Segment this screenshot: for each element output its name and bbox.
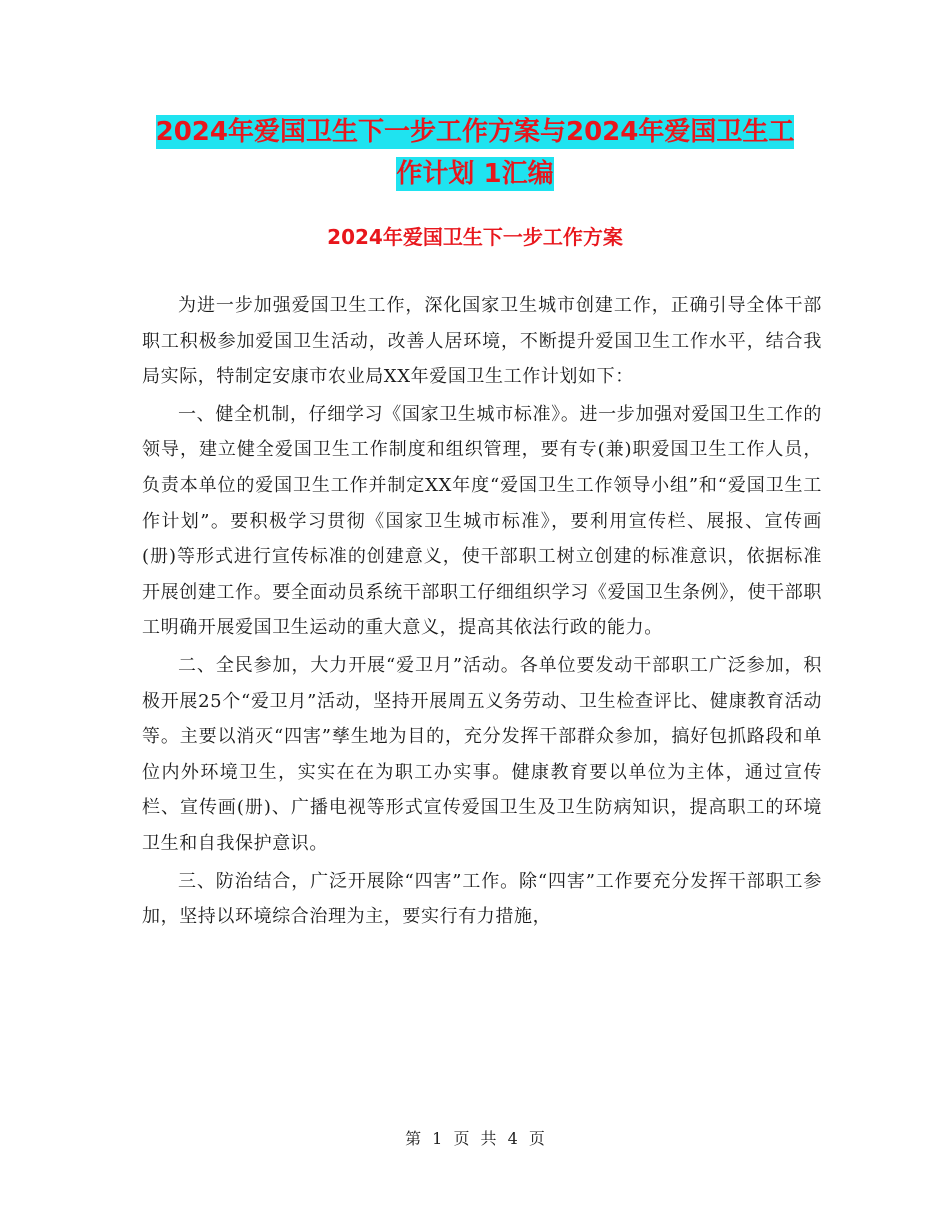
paragraph-item-1: 一、健全机制，仔细学习《国家卫生城市标准》。进一步加强对爱国卫生工作的领导，建立健全爱国卫生工作制度和组织管理，要有专(兼)职爱国卫生工作人员，负责本单位的爱国卫生工作并制定XX年度“爱国卫生工作领导小组”和“爱国卫生工作计划”。要积极学习贯彻《国家卫生城市标准》，要利用宣传栏、展报、宣传画(册)等形式进行宣传标准的创建意义，使干部职工树立创建的标准意识，依据标准开展创建工作。要全面动员系统干部职工仔细组织学习《爱国卫生条例》，使干部职工明确开展爱国卫生运动的重大意义，提高其依法行政的能力。 [142, 403, 822, 639]
document-title-line-1 [0, 110, 950, 154]
paragraph-item-2: 二、全民参加，大力开展“爱卫月”活动。各单位要发动干部职工广泛参加，积极开展25个“爱卫月”活动，坚持开展周五义务劳动、卫生检查评比、健康教育活动等。主要以消灭“四害”孳生地为目的，充分发挥干部群众参加，搞好包抓路段和单位内外环境卫生，实实在在为职工办实事。健康教育要以单位为主体，通过宣传栏、宣传画(册)、广播电视等形式宣传爱国卫生及卫生防病知识，提高职工的环境卫生和自我保护意识。 [142, 654, 822, 854]
document-title-line-2 [0, 152, 950, 196]
section-title: 2024年爱国卫生下一步工作方案 [327, 225, 623, 249]
paragraph-item-3: 三、防治结合，广泛开展除“四害”工作。除“四害”工作要充分发挥干部职工参加，坚持以环境综合治理为主，要实行有力措施， [142, 870, 822, 928]
page-footer: 第 1 页 共 4 页 [405, 1129, 545, 1148]
title-highlight: 2024年爱国卫生下一步工作方案与2024年爱国卫生工 [155, 117, 795, 147]
paragraph-intro: 为进一步加强爱国卫生工作，深化国家卫生城市创建工作，正确引导全体干部职工积极参加爱国卫生活动，改善人居环境，不断提升爱国卫生工作水平，结合我局实际，特制定安康市农业局XX年爱国卫生工作计划如下： [142, 295, 822, 388]
body-text [142, 288, 822, 935]
title-highlight: 作计划 1汇编 [396, 159, 554, 189]
